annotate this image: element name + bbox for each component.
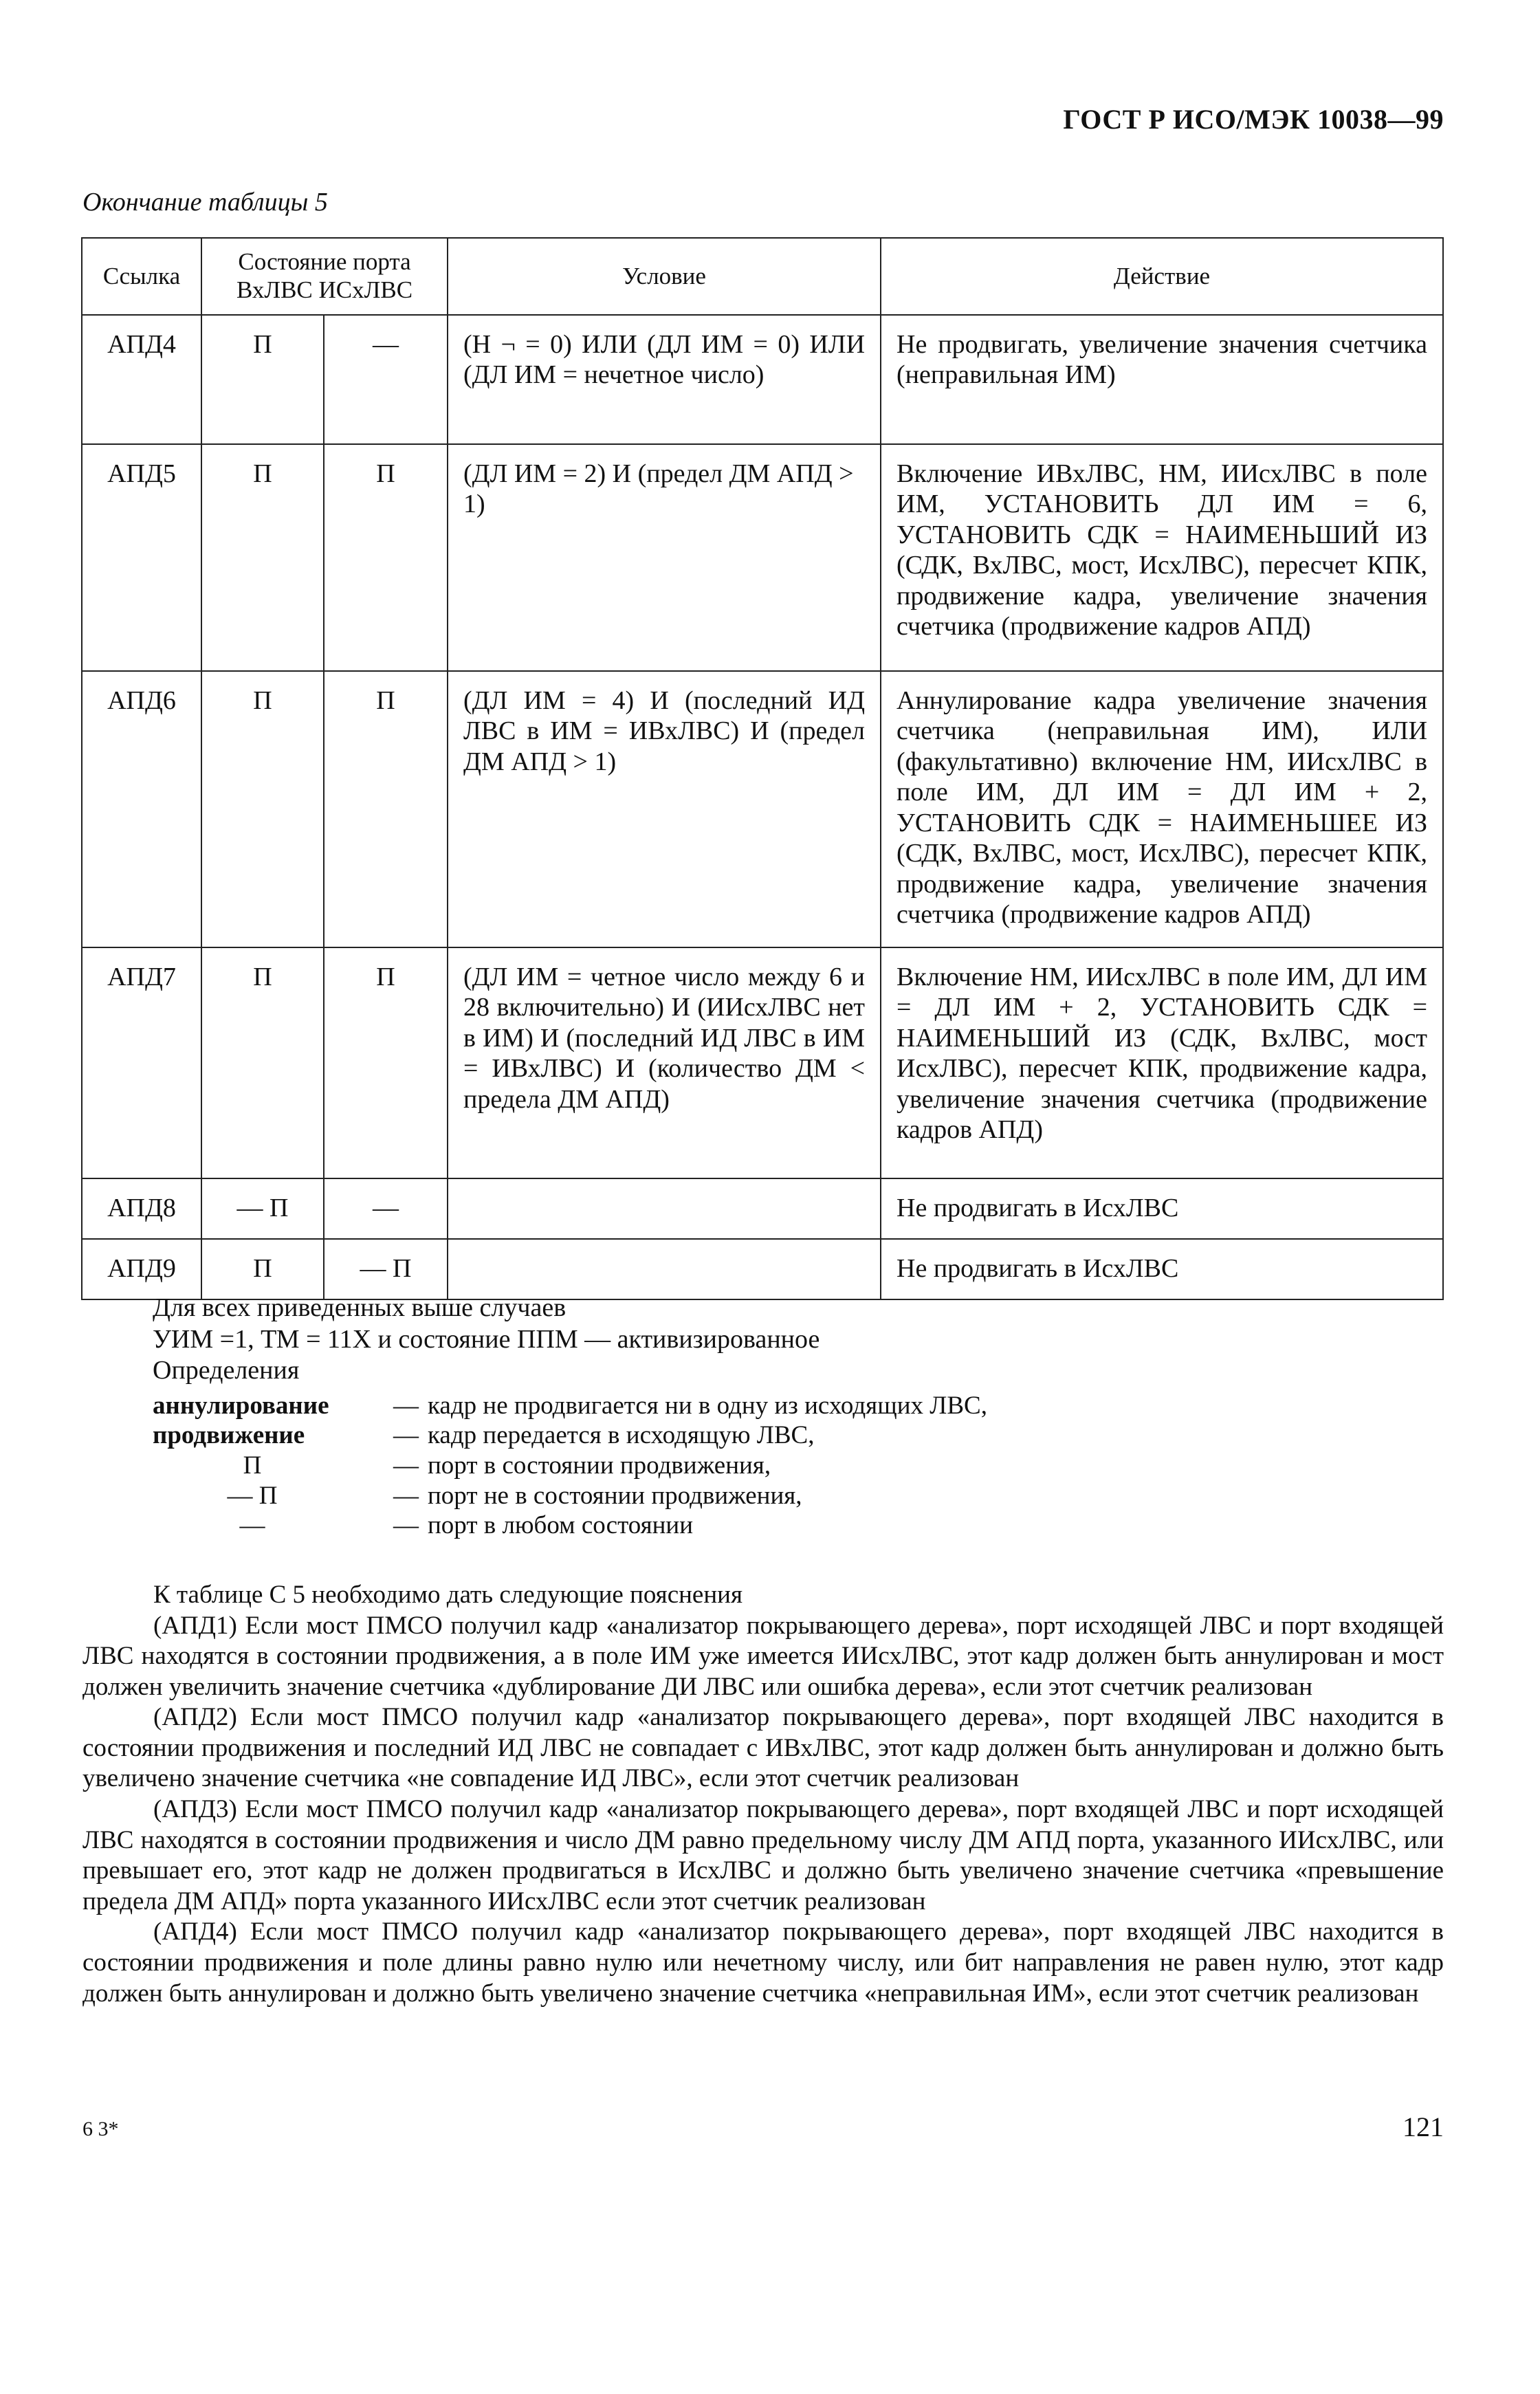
cell-out-state: — xyxy=(324,315,448,444)
note-line: Для всех приведенных выше случаев xyxy=(153,1293,566,1322)
definition-term: П xyxy=(243,1451,262,1480)
cell-action: Не продвигать в ИсхЛВС xyxy=(881,1178,1443,1239)
cell-out-state: П xyxy=(324,444,448,671)
table-5 xyxy=(81,237,1444,1300)
cell-action: Аннулирование кадра увеличение значения счетчика (неправильная ИМ), ИЛИ (факультативно) включение НМ, ИИсхЛВС в поле ИМ, ДЛ ИМ = ДЛ ИМ + 2, УСТАНОВИТЬ СДК = НАИМЕНЬШЕЕ ИЗ (СДК, ВхЛВС, мост, ИсхЛВС), пересчет КПК, продвижение кадра, увеличение значения счетчика (продвижение кадров АПД) xyxy=(881,671,1443,947)
table-notes xyxy=(153,1293,987,1541)
explanations-intro: К таблице С 5 необходимо дать следующие пояснения xyxy=(153,1581,742,1609)
definition-dash: — xyxy=(393,1421,419,1450)
definitions-list xyxy=(153,1391,987,1541)
definition-item xyxy=(153,1481,987,1511)
explanation-paragraph: (АПД1) Если мост ПМСО получил кадр «анализатор покрывающего дерева», порт исходящей ЛВС и порт входящей ЛВС находятся в состоянии продвижения, а в поле ИМ уже имеется ИИсхЛВС, этот кадр должен быть аннулирован и мост должен увеличить значение счетчика «дублирование ДИ ЛВС или ошибка дерева», если этот счетчик реализован xyxy=(82,1611,1444,1701)
definition-dash: — xyxy=(393,1511,419,1540)
cell-condition xyxy=(448,1239,881,1299)
definition-item xyxy=(153,1451,987,1481)
cell-action: Не продвигать в ИсхЛВС xyxy=(881,1239,1443,1299)
header-condition: Условие xyxy=(448,238,881,315)
explanation-paragraph: (АПД3) Если мост ПМСО получил кадр «анализатор покрывающего дерева», порт входящей ЛВС и порт исходящей ЛВС находятся в состоянии продвижения и число ДМ равно предельному числу ДМ АПД порта, указанного ИИсхЛВС, или превышает его, этот кадр не должен продвигаться в ИсхЛВС и должно быть увеличено значение счетчика «превышение предела ДМ АПД» порта указанного ИИсхЛВС если этот счетчик реализован xyxy=(82,1795,1444,1915)
header-port-state-line2: ВхЛВС ИСхЛВС xyxy=(236,276,413,303)
table-row xyxy=(82,315,1443,444)
definition-item xyxy=(153,1420,987,1451)
cell-ref: АПД6 xyxy=(82,671,201,947)
cell-out-state: — xyxy=(324,1178,448,1239)
definition-text: кадр передается в исходящую ЛВС, xyxy=(428,1421,815,1450)
standard-header: ГОСТ Р ИСО/МЭК 10038—99 xyxy=(1063,104,1444,135)
cell-action: Включение ИВхЛВС, НМ, ИИсхЛВС в поле ИМ, УСТАНОВИТЬ ДЛ ИМ = 6, УСТАНОВИТЬ СДК = НАИМЕНЬШИЙ ИЗ (СДК, ВхЛВС, мост, ИсхЛВС), пересчет КПК, продвижение кадра, увеличение значения счетчика (продвижение кадров АПД) xyxy=(881,444,1443,671)
definition-text: кадр не продвигается ни в одну из исходящих ЛВС, xyxy=(428,1391,987,1420)
cell-ref: АПД9 xyxy=(82,1239,201,1299)
cell-ref: АПД8 xyxy=(82,1178,201,1239)
cell-out-state: П xyxy=(324,671,448,947)
cell-action: Включение НМ, ИИсхЛВС в поле ИМ, ДЛ ИМ = ДЛ ИМ + 2, УСТАНОВИТЬ СДК = НАИМЕНЬШИЙ ИЗ (СДК, ВхЛВС, мост ИсхЛВС), пересчет КПК, продвижение кадра, увеличение значения счетчика (продвижение кадров АПД) xyxy=(881,947,1443,1178)
header-action: Действие xyxy=(881,238,1443,315)
cell-in-state: П xyxy=(201,444,324,671)
cell-in-state: П xyxy=(201,315,324,444)
definition-term: аннулирование xyxy=(153,1391,329,1420)
definition-dash: — xyxy=(393,1391,419,1420)
table-row xyxy=(82,1239,1443,1299)
definition-term: продвижение xyxy=(153,1421,305,1450)
cell-out-state: — П xyxy=(324,1239,448,1299)
cell-in-state: П xyxy=(201,671,324,947)
definition-text: порт в состоянии продвижения, xyxy=(428,1451,771,1480)
note-definitions-heading: Определения xyxy=(153,1356,300,1385)
explanations xyxy=(82,1580,1444,2009)
table-caption: Окончание таблицы 5 xyxy=(82,188,328,217)
note-line: УИМ =1, ТМ = 11Х и состояние ППМ — активизированное xyxy=(153,1324,820,1354)
table-row xyxy=(82,444,1443,671)
header-port-state xyxy=(201,238,448,315)
definition-text: порт в любом состоянии xyxy=(428,1511,694,1540)
definition-term: — П xyxy=(227,1481,278,1510)
explanation-paragraph: (АПД2) Если мост ПМСО получил кадр «анализатор покрывающего дерева», порт входящей ЛВС находится в состоянии продвижения и последний ИД ЛВС не совпадает с ИВхЛВС, этот кадр должен быть аннулирован и должно быть увеличено значение счетчика «не совпадение ИД ЛВС», если этот счетчик реализован xyxy=(82,1703,1444,1793)
cell-condition: (ДЛ ИМ = 2) И (предел ДМ АПД > 1) xyxy=(448,444,881,671)
cell-ref: АПД7 xyxy=(82,947,201,1178)
cell-condition: (ДЛ ИМ = 4) И (последний ИД ЛВС в ИМ = ИВхЛВС) И (предел ДМ АПД > 1) xyxy=(448,671,881,947)
cell-condition xyxy=(448,1178,881,1239)
definition-dash: — xyxy=(393,1481,419,1510)
definition-item xyxy=(153,1391,987,1421)
header-port-state-line1: Состояние порта xyxy=(238,248,411,276)
definition-text: порт не в состоянии продвижения, xyxy=(428,1481,802,1510)
explanation-paragraph: (АПД4) Если мост ПМСО получил кадр «анализатор покрывающего дерева», порт входящей ЛВС находится в состоянии продвижения и поле длины равно нулю или нечетному числу, или бит направления не равен нулю, этот кадр должен быть аннулирован и должно быть увеличено значение счетчика «неправильная ИМ», если этот счетчик реализован xyxy=(82,1918,1444,2008)
cell-condition: (ДЛ ИМ = четное число между 6 и 28 включительно) И (ИИсхЛВС нет в ИМ) И (последний ИД ЛВС в ИМ = ИВхЛВС) И (количество ДМ < предела ДМ АПД) xyxy=(448,947,881,1178)
cell-in-state: П xyxy=(201,947,324,1178)
definition-item xyxy=(153,1511,987,1541)
cell-ref: АПД4 xyxy=(82,315,201,444)
table-row xyxy=(82,671,1443,947)
cell-in-state: П xyxy=(201,1239,324,1299)
cell-ref: АПД5 xyxy=(82,444,201,671)
table-row xyxy=(82,947,1443,1178)
cell-in-state: — П xyxy=(201,1178,324,1239)
cell-action: Не продвигать, увеличение значения счетчика (неправильная ИМ) xyxy=(881,315,1443,444)
table-header-row xyxy=(82,238,1443,315)
signature-mark: 6 3* xyxy=(82,2118,119,2140)
cell-condition: (Н ¬ = 0) ИЛИ (ДЛ ИМ = 0) ИЛИ (ДЛ ИМ = нечетное число) xyxy=(448,315,881,444)
definition-term: — xyxy=(239,1511,265,1540)
page-number: 121 xyxy=(1402,2111,1444,2142)
table-row xyxy=(82,1178,1443,1239)
cell-out-state: П xyxy=(324,947,448,1178)
definition-dash: — xyxy=(393,1451,419,1480)
header-ref: Ссылка xyxy=(82,238,201,315)
